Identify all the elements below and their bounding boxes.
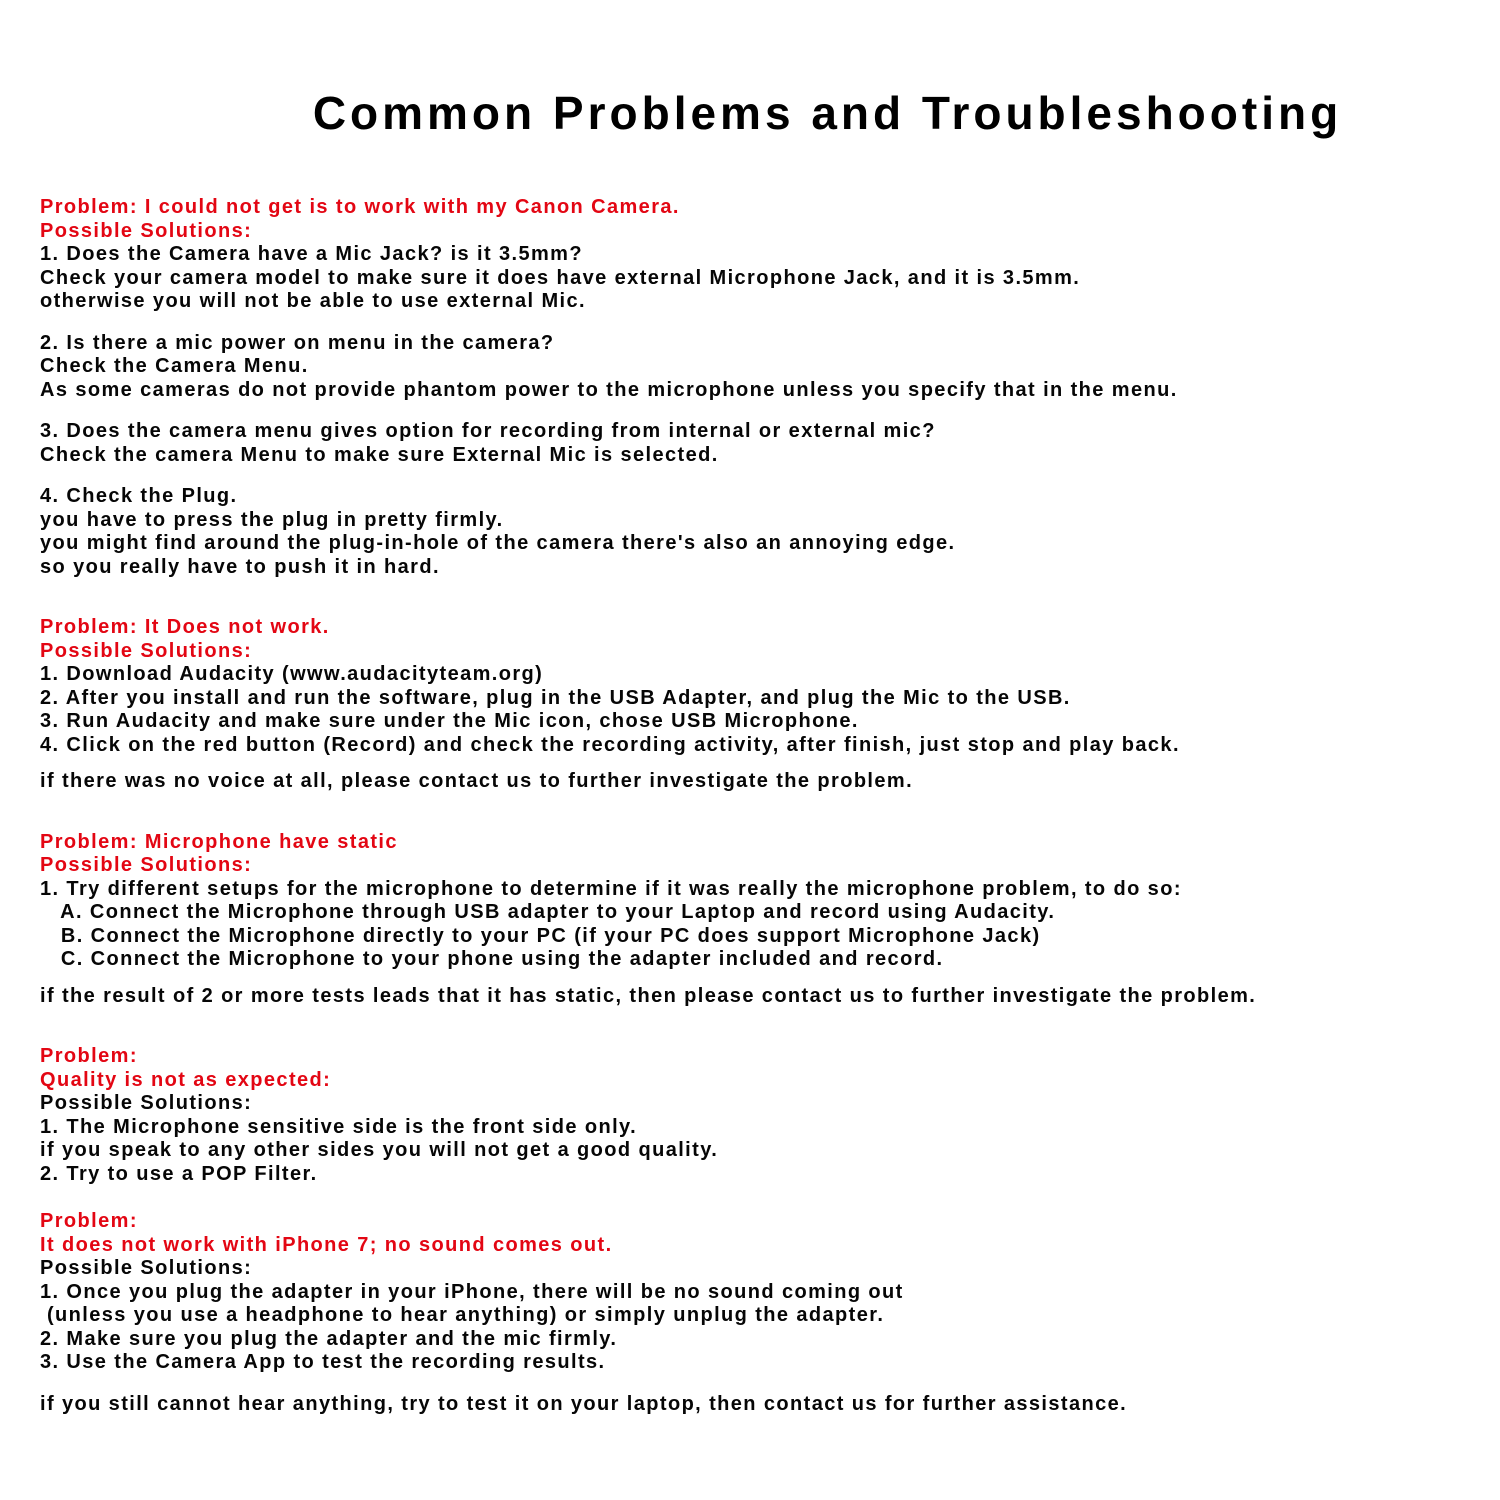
- text-line: 3. Does the camera menu gives option for recording from internal or external mic?: [40, 420, 936, 442]
- heading-line: It does not work with iPhone 7; no sound comes out.: [40, 1233, 613, 1256]
- text-line: (unless you use a headphone to hear anything) or simply unplug the adapter.: [40, 1304, 885, 1326]
- heading-line: Possible Solutions:: [40, 219, 253, 242]
- text-block: [40, 616, 1500, 757]
- heading-line: Quality is not as expected:: [40, 1068, 332, 1091]
- text-block: [40, 1393, 1500, 1417]
- text-block: [40, 1210, 1500, 1375]
- text-line: otherwise you will not be able to use external Mic.: [40, 290, 586, 312]
- text-line: 4. Check the Plug.: [40, 485, 238, 507]
- heading-line: Problem: It Does not work.: [40, 616, 330, 638]
- text-line: if you still cannot hear anything, try to test it on your laptop, then contact us for further assistance.: [40, 1392, 1128, 1415]
- text-line: Possible Solutions:: [40, 1092, 253, 1114]
- text-block: [40, 420, 1500, 467]
- text-line: A. Connect the Microphone through USB adapter to your Laptop and record using Audacity.: [40, 901, 1056, 923]
- heading-line: Possible Solutions:: [40, 639, 253, 662]
- text-line: 1. Download Audacity (www.audacityteam.org): [40, 663, 544, 685]
- text-block: [40, 985, 1500, 1009]
- text-line: 3. Use the Camera App to test the recording results.: [40, 1351, 606, 1373]
- text-line: 3. Run Audacity and make sure under the Mic icon, chose USB Microphone.: [40, 710, 859, 732]
- text-line: 4. Click on the red button (Record) and check the recording activity, after finish, just stop and play back.: [40, 733, 1180, 756]
- text-line: 1. Does the Camera have a Mic Jack? is it 3.5mm?: [40, 243, 583, 265]
- text-block: [40, 770, 1500, 794]
- text-line: Check your camera model to make sure it does have external Microphone Jack, and it is 3.5mm.: [40, 266, 1081, 289]
- text-line: if you speak to any other sides you will not get a good quality.: [40, 1139, 719, 1161]
- text-line: As some cameras do not provide phantom power to the microphone unless you specify that in the menu.: [40, 378, 1178, 401]
- text-line: B. Connect the Microphone directly to your PC (if your PC does support Microphone Jack): [40, 924, 1041, 947]
- text-line: 1. The Microphone sensitive side is the front side only.: [40, 1115, 638, 1138]
- text-line: Check the Camera Menu.: [40, 355, 309, 377]
- text-line: 2. Make sure you plug the adapter and the mic firmly.: [40, 1327, 618, 1350]
- text-line: 2. Is there a mic power on menu in the camera?: [40, 331, 555, 354]
- text-line: C. Connect the Microphone to your phone using the adapter included and record.: [40, 948, 944, 970]
- text-line: if there was no voice at all, please contact us to further investigate the problem.: [40, 770, 914, 792]
- text-line: you might find around the plug-in-hole of the camera there's also an annoying edge.: [40, 532, 956, 554]
- page-title: Common Problems and Troubleshooting: [312, 87, 1343, 139]
- text-block: [40, 485, 1500, 579]
- text-line: 2. After you install and run the software, plug in the USB Adapter, and plug the Mic to the USB.: [40, 686, 1071, 709]
- heading-line: Problem:: [40, 1210, 138, 1232]
- text-block: [40, 831, 1500, 972]
- text-line: Check the camera Menu to make sure External Mic is selected.: [40, 443, 719, 466]
- heading-line: Problem:: [40, 1045, 138, 1067]
- text-line: if the result of 2 or more tests leads that it has static, then please contact us to further investigate the problem.: [40, 984, 1257, 1007]
- text-line: so you really have to push it in hard.: [40, 555, 440, 578]
- text-line: Possible Solutions:: [40, 1257, 253, 1279]
- document-body: [40, 196, 1500, 1416]
- text-line: 1. Once you plug the adapter in your iPhone, there will be no sound coming out: [40, 1280, 904, 1303]
- text-block: [40, 196, 1500, 314]
- text-block: [40, 332, 1500, 403]
- heading-line: Possible Solutions:: [40, 854, 253, 876]
- text-line: you have to press the plug in pretty firmly.: [40, 508, 504, 531]
- text-line: 2. Try to use a POP Filter.: [40, 1162, 318, 1185]
- text-line: 1. Try different setups for the microphone to determine if it was really the microphone problem, to do so:: [40, 877, 1182, 900]
- text-block: [40, 1045, 1500, 1186]
- heading-line: Problem: I could not get is to work with my Canon Camera.: [40, 196, 680, 218]
- heading-line: Problem: Microphone have static: [40, 830, 398, 853]
